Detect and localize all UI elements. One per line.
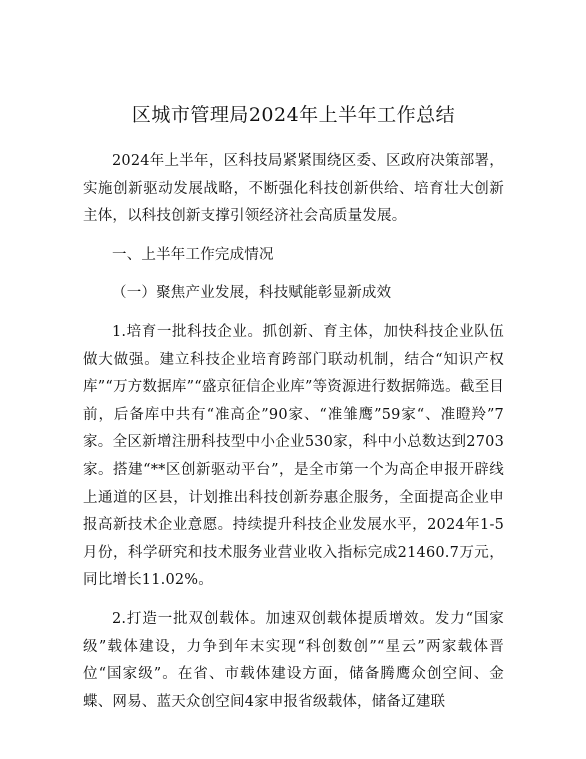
intro-paragraph: 2024年上半年，区科技局紧紧围绕区委、区政府决策部署，实施创新驱动发展战略，不断强化科技创新供给、培育壮大创新主体，以科技创新支撑引领经济社会高质量发展。 bbox=[83, 153, 504, 225]
subsection-heading: （一）聚焦产业发展，科技赋能彰显新成效 bbox=[112, 285, 392, 302]
body-paragraph-innovation-carriers: 2.打造一批双创载体。加速双创载体提质增效。发力“国家级”载体建设，力争到年末实现“科创数创”“星云”两家载体晋位“国家级”。在省、市载体建设方面，储备腾鹰众创空间、金蝶、网易、蓝天众创空间4家申报省级载体，储备辽建联 bbox=[83, 610, 504, 710]
section-heading: 一、上半年工作完成情况 bbox=[112, 246, 274, 263]
document-title: 区城市管理局2024年上半年工作总结 bbox=[131, 104, 456, 126]
body-paragraph-tech-enterprises: 1.培育一批科技企业。抓创新、育主体，加快科技企业队伍做大做强。建立科技企业培育跨部门联动机制，结合“知识产权库”“万方数据库”“盛京征信企业库”等资源进行数据筛选。截至目前，后备库中共有“准高企”90家、“准雏鹰”59家“、准瞪羚”7家。全区新增注册科技型中小企业530家，科中小总数达到2703家。搭建“**区创新驱动平台”，是全市第一个为高企申报开辟线上通道的区县，计划推出科技创新券惠企服务，全面提高企业申报高新技术企业意愿。持续提升科技企业发展水平，2024年1-5月份，科学研究和技术服务业营业收入指标完成21460.7万元，同比增长11.02%。 bbox=[83, 323, 504, 589]
